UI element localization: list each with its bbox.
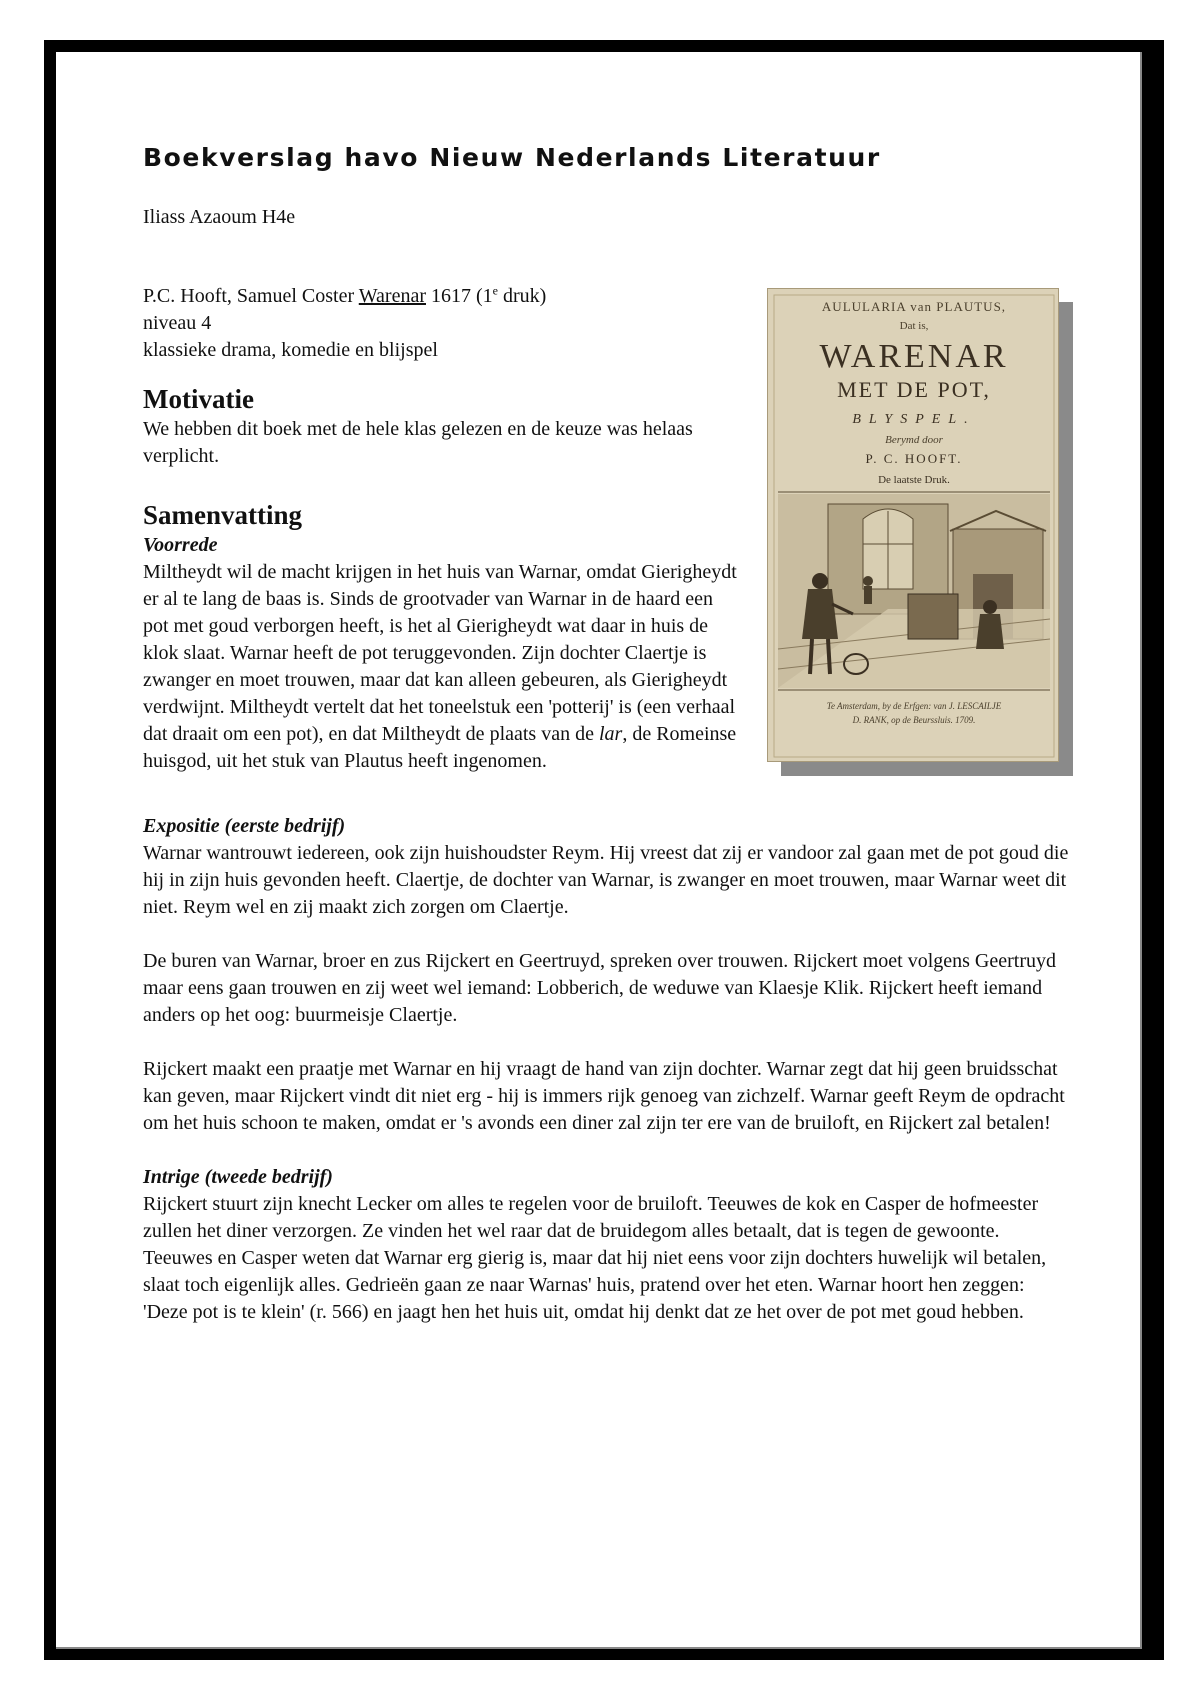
cover-imprint1: Te Amsterdam, by de Erfgen: van J. LESCAILJE [826,701,1002,711]
voorrede-text-a: Miltheydt wil de macht krijgen in het huis van Warnar, omdat Gierigheydt er al te lang de baas is. Sinds de grootvader van Warnar in de haard een pot met goud verborgen heeft, is het al Gierigheydt wat daar in huis de klok slaat. Warnar heeft de pot teruggevonden. Zijn dochter Claertje is zwanger en moet trouwen, maar dat kan alleen gebeuren, als Gierigheydt verdwijnt. Miltheydt vertelt dat het toneelstuk een 'potterij' is (een verhaal dat draait om een pot), en dat Miltheydt de plaats van de [143,561,737,745]
expositie-paragraph-2: De buren van Warnar, broer en zus Rijckert en Geertruyd, spreken over trouwen. Rijckert moet volgens Geertruyd maar eens gaan trouwen en zij weet wel iemand: Lobberich, de weduwe van Klaesje Klik. Rijckert heeft iemand anders op het oog: buurmeisje Claertje. [143,950,1057,1026]
cover-line1: AULULARIA van PLAUTUS, [821,299,1007,314]
book-title: Warenar [358,285,426,307]
intrige-heading: Intrige (tweede bedrijf) [143,1166,333,1188]
cover-engraving [778,494,1050,688]
voorrede-text-b: , de Romeinse huisgod, uit het stuk van Plautus heeft ingenomen. [143,723,737,772]
voorrede-heading: Voorrede [143,534,218,556]
book-edition-num: (1 [476,285,493,307]
document-title: Boekverslag havo Nieuw Nederlands Literatuur [143,143,881,172]
book-cover [767,288,1073,776]
cover-imprint2: D. RANK, op de Beurssluis. 1709. [852,715,976,725]
samenvatting-heading: Samenvatting [143,500,303,530]
book-edition-rest: druk) [498,285,547,307]
cover-line2: Dat is, [899,320,929,332]
cover-line4: MET DE POT, [837,377,991,402]
book-year: 1617 [431,285,471,307]
cover-line8: De laatste Druk. [878,474,950,486]
cover-line7: P. C. HOOFT. [865,451,963,466]
cover-image [767,288,1059,762]
expositie-paragraph-1: Warnar wantrouwt iedereen, ook zijn huishoudster Reym. Hij vreest dat zij er vandoor zal gaan met de pot goud die hij in zijn huis gevonden heeft. Claertje, de dochter van Warnar, is zwanger en moet trouwen, maar Warnar weet dit niet. Reym wel en zij maakt zich zorgen om Claertje. [143,842,1069,918]
motivatie-text: We hebben dit boek met de hele klas gelezen en de keuze was helaas verplicht. [143,418,693,467]
voorrede-text-italic: lar [598,723,623,745]
book-genre: klassieke drama, komedie en blijspel [143,339,438,361]
book-edition-sup: e [492,283,498,298]
cover-line5: BLYSPEL. [852,412,976,427]
book-authors: P.C. Hooft, Samuel Coster [143,285,355,307]
intrige-paragraph-1: Rijckert stuurt zijn knecht Lecker om alles te regelen voor de bruiloft. Teeuwes de kok en Casper de hofmeester zullen het diner verzorgen. Ze vinden het wel raar dat de bruidegom alles betaalt, dat is tegen de gewoonte. Teeuwes en Casper weten dat Warnar erg gierig is, maar dat hij niet eens voor zijn dochters huwelijk wil betalen, slaat toch eigenlijk alles. Gedrieën gaan ze naar Warnas' huis, pratend over het eten. Warnar hoort hen zeggen: 'Deze pot is te klein' (r. 566) en jaagt hen het huis uit, omdat hij denkt dat ze het over de pot met goud hebben. [143,1193,1047,1323]
author-line: Iliass Azaoum H4e [143,206,296,228]
document-body [143,140,1073,1326]
book-level: niveau 4 [143,312,212,334]
cover-line6: Berymd door [885,434,943,446]
cover-line3: WARENAR [819,338,1009,375]
expositie-heading: Expositie (eerste bedrijf) [143,815,346,837]
motivatie-heading: Motivatie [143,384,254,414]
expositie-paragraph-3: Rijckert maakt een praatje met Warnar en hij vraagt de hand van zijn dochter. Warnar zegt dat hij geen bruidsschat kan geven, maar Rijckert vindt dit niet erg - hij is immers rijk genoeg van zichzelf. Warnar geeft Reym de opdracht om het huis schoon te maken, omdat er 's avonds een diner zal zijn ter ere van de bruiloft, en Rijckert zal betalen! [143,1058,1065,1134]
